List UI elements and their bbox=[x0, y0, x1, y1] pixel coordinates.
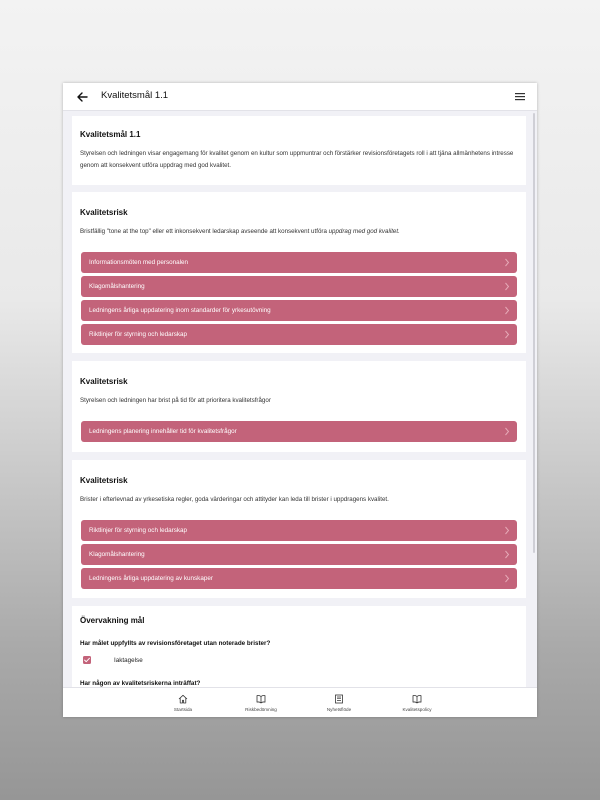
chevron-right-icon bbox=[504, 526, 510, 535]
risk-card-1 bbox=[72, 192, 526, 353]
book-open-icon bbox=[412, 694, 422, 704]
nav-startsida[interactable] bbox=[138, 688, 228, 717]
top-app-bar bbox=[63, 83, 537, 111]
risk-measure-item[interactable] bbox=[81, 324, 517, 345]
hamburger-menu-icon[interactable] bbox=[515, 92, 525, 101]
item-label: Riktlinjer för styrning och ledarskap bbox=[89, 527, 187, 534]
bottom-navigation bbox=[63, 687, 537, 717]
app-window bbox=[63, 83, 537, 717]
risk-card-2 bbox=[72, 361, 526, 452]
item-label: Klagomålshantering bbox=[89, 283, 145, 290]
risk-measure-item[interactable] bbox=[81, 568, 517, 589]
nav-label: Startsida bbox=[173, 707, 193, 712]
monitoring-title: Övervakning mål bbox=[80, 616, 145, 625]
risk-card-3 bbox=[72, 460, 526, 598]
chevron-right-icon bbox=[504, 306, 510, 315]
intro-card bbox=[72, 116, 526, 185]
nav-label: Riskbedömning bbox=[245, 707, 277, 712]
risk-description: Styrelsen och ledningen har brist på tid för att prioritera kvalitetsfrågor bbox=[80, 397, 271, 404]
chevron-right-icon bbox=[504, 330, 510, 339]
scrollbar[interactable] bbox=[533, 113, 535, 553]
question-goal-met: Har målet uppfyllts av revisionsföretaget utan noterade brister? bbox=[80, 640, 271, 647]
page-title: Kvalitetsmål 1.1 bbox=[101, 90, 169, 101]
chevron-right-icon bbox=[504, 550, 510, 559]
risk-description: Bristfällig "tone at the top" eller ett inkonsekvent ledarskap avseende att konsekvent utföra uppdrag med god kvalitet. bbox=[80, 228, 400, 235]
item-label: Klagomålshantering bbox=[89, 551, 145, 558]
chevron-right-icon bbox=[504, 427, 510, 436]
item-label: Ledningens årliga uppdatering inom standarder för yrkesutövning bbox=[89, 307, 271, 314]
risk-measure-item[interactable] bbox=[81, 276, 517, 297]
home-icon bbox=[178, 694, 188, 704]
question-risk-occurred: Har någon av kvalitetsriskerna inträffat? bbox=[80, 680, 201, 687]
risk-measure-item[interactable] bbox=[81, 544, 517, 565]
intro-title: Kvalitetsmål 1.1 bbox=[80, 130, 141, 139]
risk-measure-item[interactable] bbox=[81, 252, 517, 273]
intro-text: Styrelsen och ledningen visar engagemang för kvalitet genom en kultur som uppmuntrar och förstärker revisionsföretagets roll i att tjäna allmänhetens intresse genom att konsekvent utföra uppdrag med god kvalitet. bbox=[80, 150, 514, 169]
item-label: Ledningens årliga uppdatering av kunskaper bbox=[89, 575, 213, 582]
chevron-right-icon bbox=[504, 258, 510, 267]
risk-measure-item[interactable] bbox=[81, 520, 517, 541]
risk-title: Kvalitetsrisk bbox=[80, 208, 128, 217]
risk-title: Kvalitetsrisk bbox=[80, 377, 128, 386]
risk-measure-item[interactable] bbox=[81, 421, 517, 442]
chevron-right-icon bbox=[504, 574, 510, 583]
scroll-content[interactable] bbox=[63, 111, 537, 687]
observation-label: Iaktagelse bbox=[114, 657, 143, 664]
item-label: Riktlinjer för styrning och ledarskap bbox=[89, 331, 187, 338]
nav-label: Kvalitetspolicy bbox=[402, 707, 432, 712]
item-label: Informationsmöten med personalen bbox=[89, 259, 189, 266]
risk-title: Kvalitetsrisk bbox=[80, 476, 128, 485]
chevron-right-icon bbox=[504, 282, 510, 291]
risk-description: Brister i efterlevnad av yrkesetiska regler, goda värderingar och attityder kan leda till brister i uppdragens kvalitet. bbox=[80, 496, 389, 503]
book-icon bbox=[256, 694, 266, 704]
nav-nyhetsflode[interactable] bbox=[294, 688, 384, 717]
nav-riskbedomning[interactable] bbox=[216, 688, 306, 717]
risk-measure-item[interactable] bbox=[81, 300, 517, 321]
news-icon bbox=[334, 694, 344, 704]
nav-kvalitetspolicy[interactable] bbox=[372, 688, 462, 717]
back-arrow-icon[interactable] bbox=[76, 91, 88, 103]
observation-checkbox[interactable] bbox=[83, 656, 91, 664]
monitoring-card bbox=[72, 606, 526, 687]
nav-label: Nyhetsflöde bbox=[326, 707, 352, 712]
item-label: Ledningens planering innehåller tid för kvalitetsfrågor bbox=[89, 428, 237, 435]
checkmark-icon bbox=[83, 656, 91, 664]
